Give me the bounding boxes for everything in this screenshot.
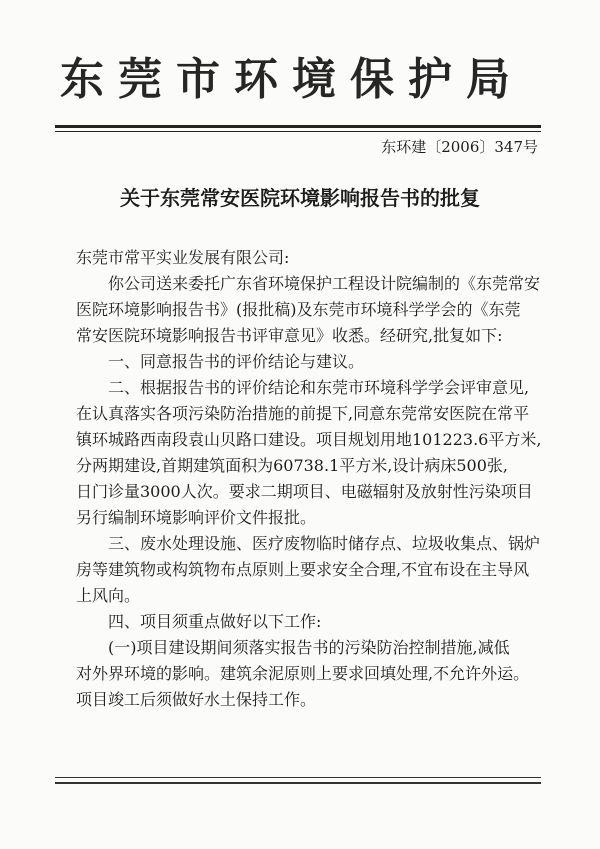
body-line: 常安医院环境影响报告书评审意见》收悉。经研究,批复如下: bbox=[76, 326, 503, 345]
document-body bbox=[76, 245, 542, 713]
body-line: (一)项目建设期间须落实报告书的污染防治控制措施,减低 bbox=[108, 638, 510, 657]
body-line: 项目竣工后须做好水土保持工作。 bbox=[76, 690, 317, 709]
body-line: 医院环境影响报告书》(报批稿)及东莞市环境科学学会的《东莞 bbox=[76, 300, 521, 319]
body-line: 镇环城路西南段袁山贝路口建设。项目规划用地101223.6平方米, bbox=[76, 430, 542, 449]
body-line: 二、根据报告书的评价结论和东莞市环境科学学会评审意见, bbox=[108, 378, 530, 397]
header-rule-thin bbox=[55, 131, 541, 132]
header-rule-thick bbox=[55, 125, 541, 128]
body-line: 一、同意报告书的评价结论与建议。 bbox=[108, 352, 365, 371]
footer-rule-thin bbox=[55, 777, 541, 778]
body-line: 三、废水处理设施、医疗废物临时储存点、垃圾收集点、锅炉 bbox=[108, 534, 541, 553]
footer-rule-thick bbox=[55, 782, 541, 784]
addressee: 东莞市常平实业发展有限公司: bbox=[76, 248, 290, 267]
document-number: 东环建〔2006〕347号 bbox=[381, 138, 538, 156]
body-line: 日门诊量3000人次。要求二期项目、电磁辐射及放射性污染项目 bbox=[76, 482, 533, 501]
body-line: 在认真落实各项污染防治措施的前提下,同意东莞常安医院在常平 bbox=[76, 404, 530, 423]
body-line: 你公司送来委托广东省环境保护工程设计院编制的《东莞常安 bbox=[108, 274, 541, 293]
body-line: 分两期建设,首期建筑面积为60738.1平方米,设计病床500张, bbox=[76, 456, 508, 475]
body-line: 另行编制环境影响评价文件报批。 bbox=[76, 508, 317, 527]
body-line: 上风向。 bbox=[76, 586, 141, 605]
agency-name: 东莞市环境保护局 bbox=[60, 54, 524, 105]
body-line: 四、项目须重点做好以下工作: bbox=[108, 612, 322, 631]
document-title: 关于东莞常安医院环境影响报告书的批复 bbox=[120, 186, 480, 210]
body-line: 房等建筑物或构筑物布点原则上要求安全合理,不宜布设在主导风 bbox=[76, 560, 530, 579]
body-line: 对外界环境的影响。建筑余泥原则上要求回填处理,不允许外运。 bbox=[76, 664, 530, 683]
